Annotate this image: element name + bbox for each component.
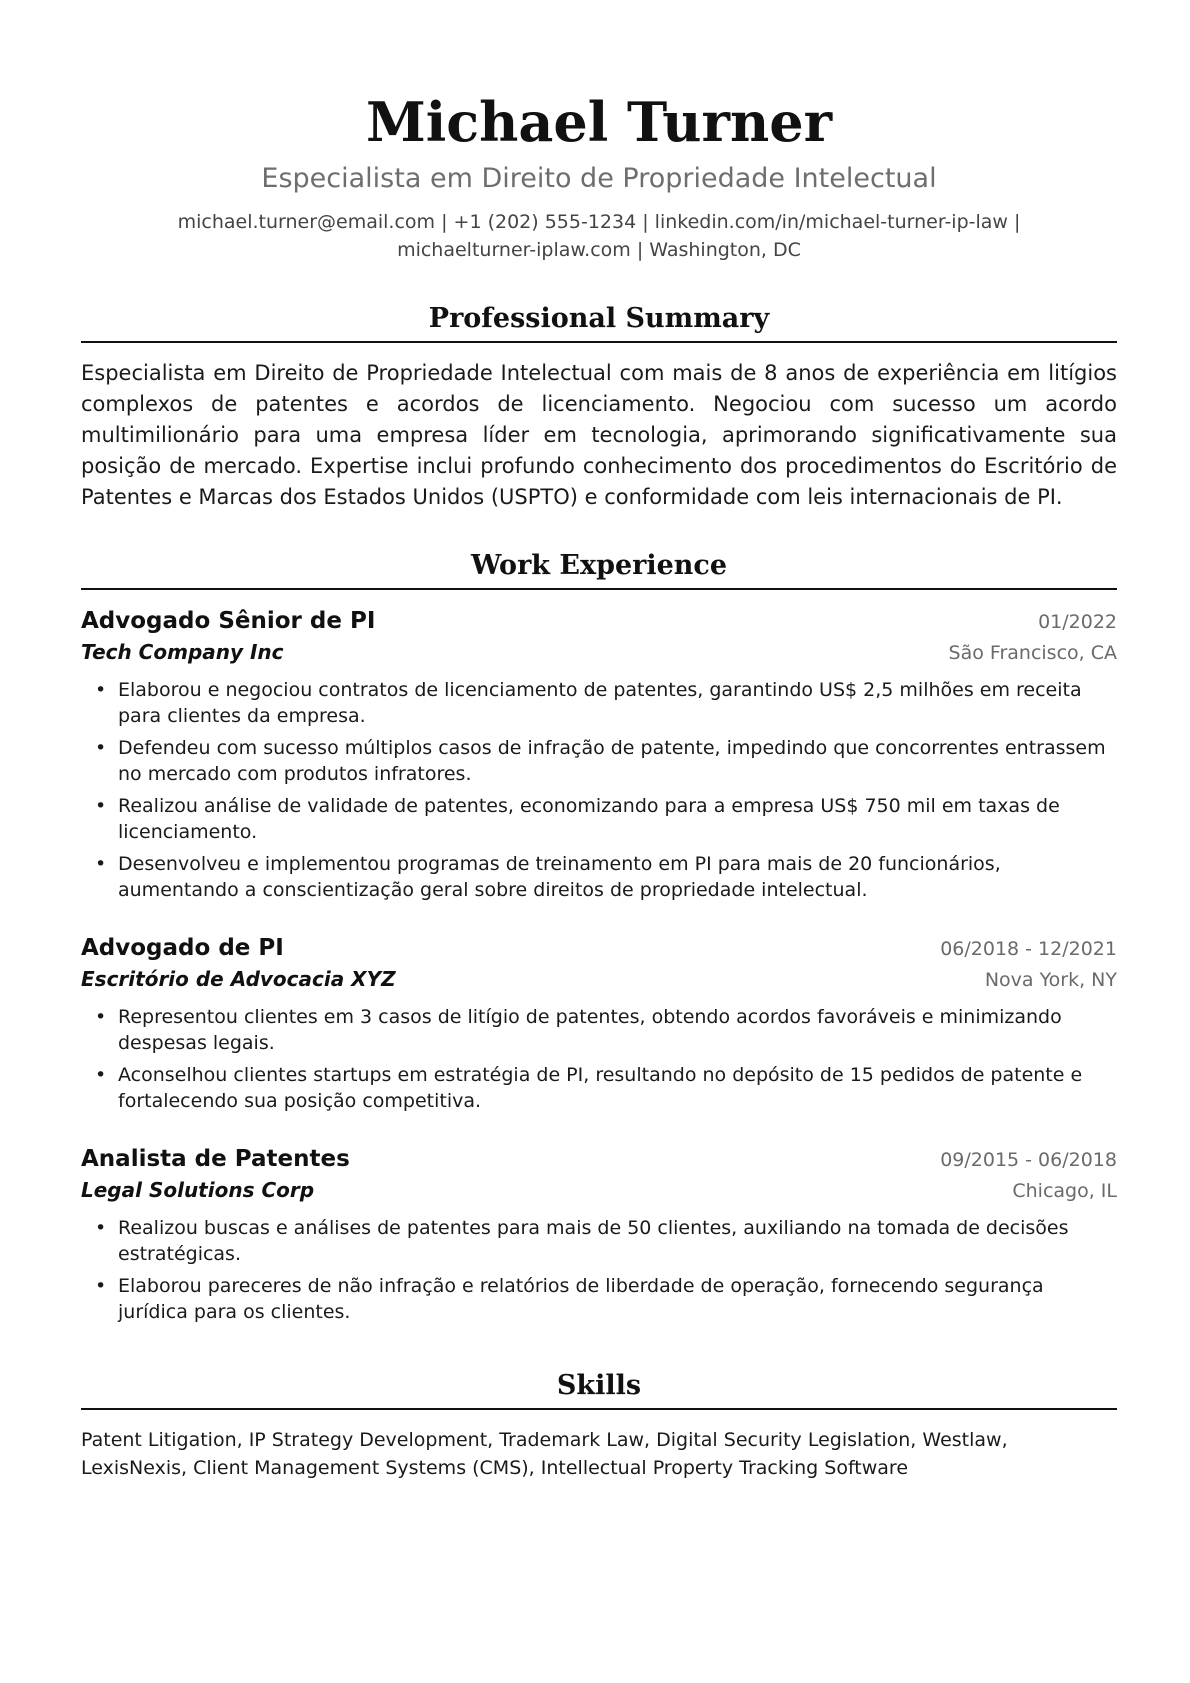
job-bullet-text: Aconselhou clientes startups em estratégia de PI, resultando no depósito de 15 pedidos de patente e fortalecendo sua posição competitiva. <box>118 1064 1083 1112</box>
bullet-icon: • <box>95 1006 107 1028</box>
job-location: Chicago, IL <box>1012 1180 1117 1202</box>
job-bullet <box>81 735 1117 787</box>
job-bullet <box>81 677 1117 729</box>
job-title: Analista de Patentes <box>81 1146 350 1172</box>
job-entry <box>81 1144 1117 1325</box>
job-date: 06/2018 - 12/2021 <box>940 938 1117 960</box>
summary-text: Especialista em Direito de Propriedade Intelectual com mais de 8 anos de experiência em litígios complexos de patentes e acordos de licenciamento. Negociou com sucesso um acordo multimilionário para uma empresa líder em tecnologia, aprimorando significativamente sua posição de mercado. Expertise inclui profundo conhecimento dos procedimentos do Escritório de Patentes e Marcas dos Estados Unidos (USPTO) e conformidade com leis internacionais de PI. <box>81 361 1117 509</box>
job-bullet-text: Representou clientes em 3 casos de litígio de patentes, obtendo acordos favoráveis e minimizando despesas legais. <box>118 1006 1062 1054</box>
job-bullet <box>81 851 1117 903</box>
job-location: São Francisco, CA <box>948 642 1117 664</box>
job-bullet-text: Elaborou e negociou contratos de licenciamento de patentes, garantindo US$ 2,5 milhões em receita para clientes da empresa. <box>118 679 1082 727</box>
candidate-subtitle: Especialista em Direito de Propriedade Intelectual <box>261 163 937 194</box>
job-date: 09/2015 - 06/2018 <box>940 1149 1117 1171</box>
summary-heading: Professional Summary <box>428 303 770 334</box>
job-bullet-text: Elaborou pareceres de não infração e relatórios de liberdade de operação, fornecendo segurança jurídica para os clientes. <box>118 1275 1044 1323</box>
job-bullets <box>81 1215 1117 1325</box>
job-subheader <box>81 965 1117 994</box>
job-company: Tech Company Inc <box>81 640 284 664</box>
bullet-icon: • <box>95 1217 107 1239</box>
job-header <box>81 933 1117 963</box>
bullet-icon: • <box>95 1275 107 1297</box>
job-entry <box>81 606 1117 903</box>
experience-heading: Work Experience <box>470 550 728 581</box>
job-subheader <box>81 1176 1117 1205</box>
skills-divider <box>81 1408 1117 1410</box>
job-bullet <box>81 1004 1117 1056</box>
job-bullet <box>81 1215 1117 1267</box>
contact-line-2: michaelturner-iplaw.com | Washington, DC <box>397 239 801 261</box>
job-header <box>81 1144 1117 1174</box>
job-bullets <box>81 677 1117 903</box>
bullet-icon: • <box>95 737 107 759</box>
experience-divider <box>81 588 1117 590</box>
job-bullet <box>81 1062 1117 1114</box>
job-bullet-text: Desenvolveu e implementou programas de treinamento em PI para mais de 20 funcionários, aumentando a conscientização geral sobre direitos de propriedade intelectual. <box>118 853 1001 901</box>
skills-heading: Skills <box>556 1370 642 1401</box>
summary-section <box>81 302 1117 513</box>
job-entry <box>81 933 1117 1114</box>
contact-line-1: michael.turner@email.com | +1 (202) 555-1234 | linkedin.com/in/michael-turner-ip-law | <box>177 211 1021 233</box>
bullet-icon: • <box>95 853 107 875</box>
bullet-icon: • <box>95 679 107 701</box>
job-subheader <box>81 638 1117 667</box>
summary-divider <box>81 341 1117 343</box>
job-company: Escritório de Advocacia XYZ <box>81 967 396 991</box>
experience-section <box>81 549 1117 1325</box>
job-bullets <box>81 1004 1117 1114</box>
job-date: 01/2022 <box>1038 611 1117 633</box>
candidate-name: Michael Turner <box>365 90 833 154</box>
resume-page <box>81 0 1117 1482</box>
job-location: Nova York, NY <box>984 969 1117 991</box>
job-title: Advogado Sênior de PI <box>81 608 376 634</box>
bullet-icon: • <box>95 795 107 817</box>
job-bullet <box>81 793 1117 845</box>
job-bullet-text: Defendeu com sucesso múltiplos casos de infração de patente, impedindo que concorrentes entrassem no mercado com produtos infratores. <box>118 737 1106 785</box>
bullet-icon: • <box>95 1064 107 1086</box>
job-title: Advogado de PI <box>81 935 284 961</box>
job-header <box>81 606 1117 636</box>
skills-text: Patent Litigation, IP Strategy Development, Trademark Law, Digital Security Legislation, Westlaw, LexisNexis, Client Management Systems (CMS), Intellectual Property Tracking Software <box>81 1429 1008 1479</box>
job-bullet <box>81 1273 1117 1325</box>
contact-info <box>81 208 1117 264</box>
skills-section <box>81 1369 1117 1482</box>
job-bullet-text: Realizou buscas e análises de patentes para mais de 50 clientes, auxiliando na tomada de decisões estratégicas. <box>118 1217 1069 1265</box>
job-company: Legal Solutions Corp <box>81 1178 315 1202</box>
job-bullet-text: Realizou análise de validade de patentes, economizando para a empresa US$ 750 mil em taxas de licenciamento. <box>118 795 1060 843</box>
